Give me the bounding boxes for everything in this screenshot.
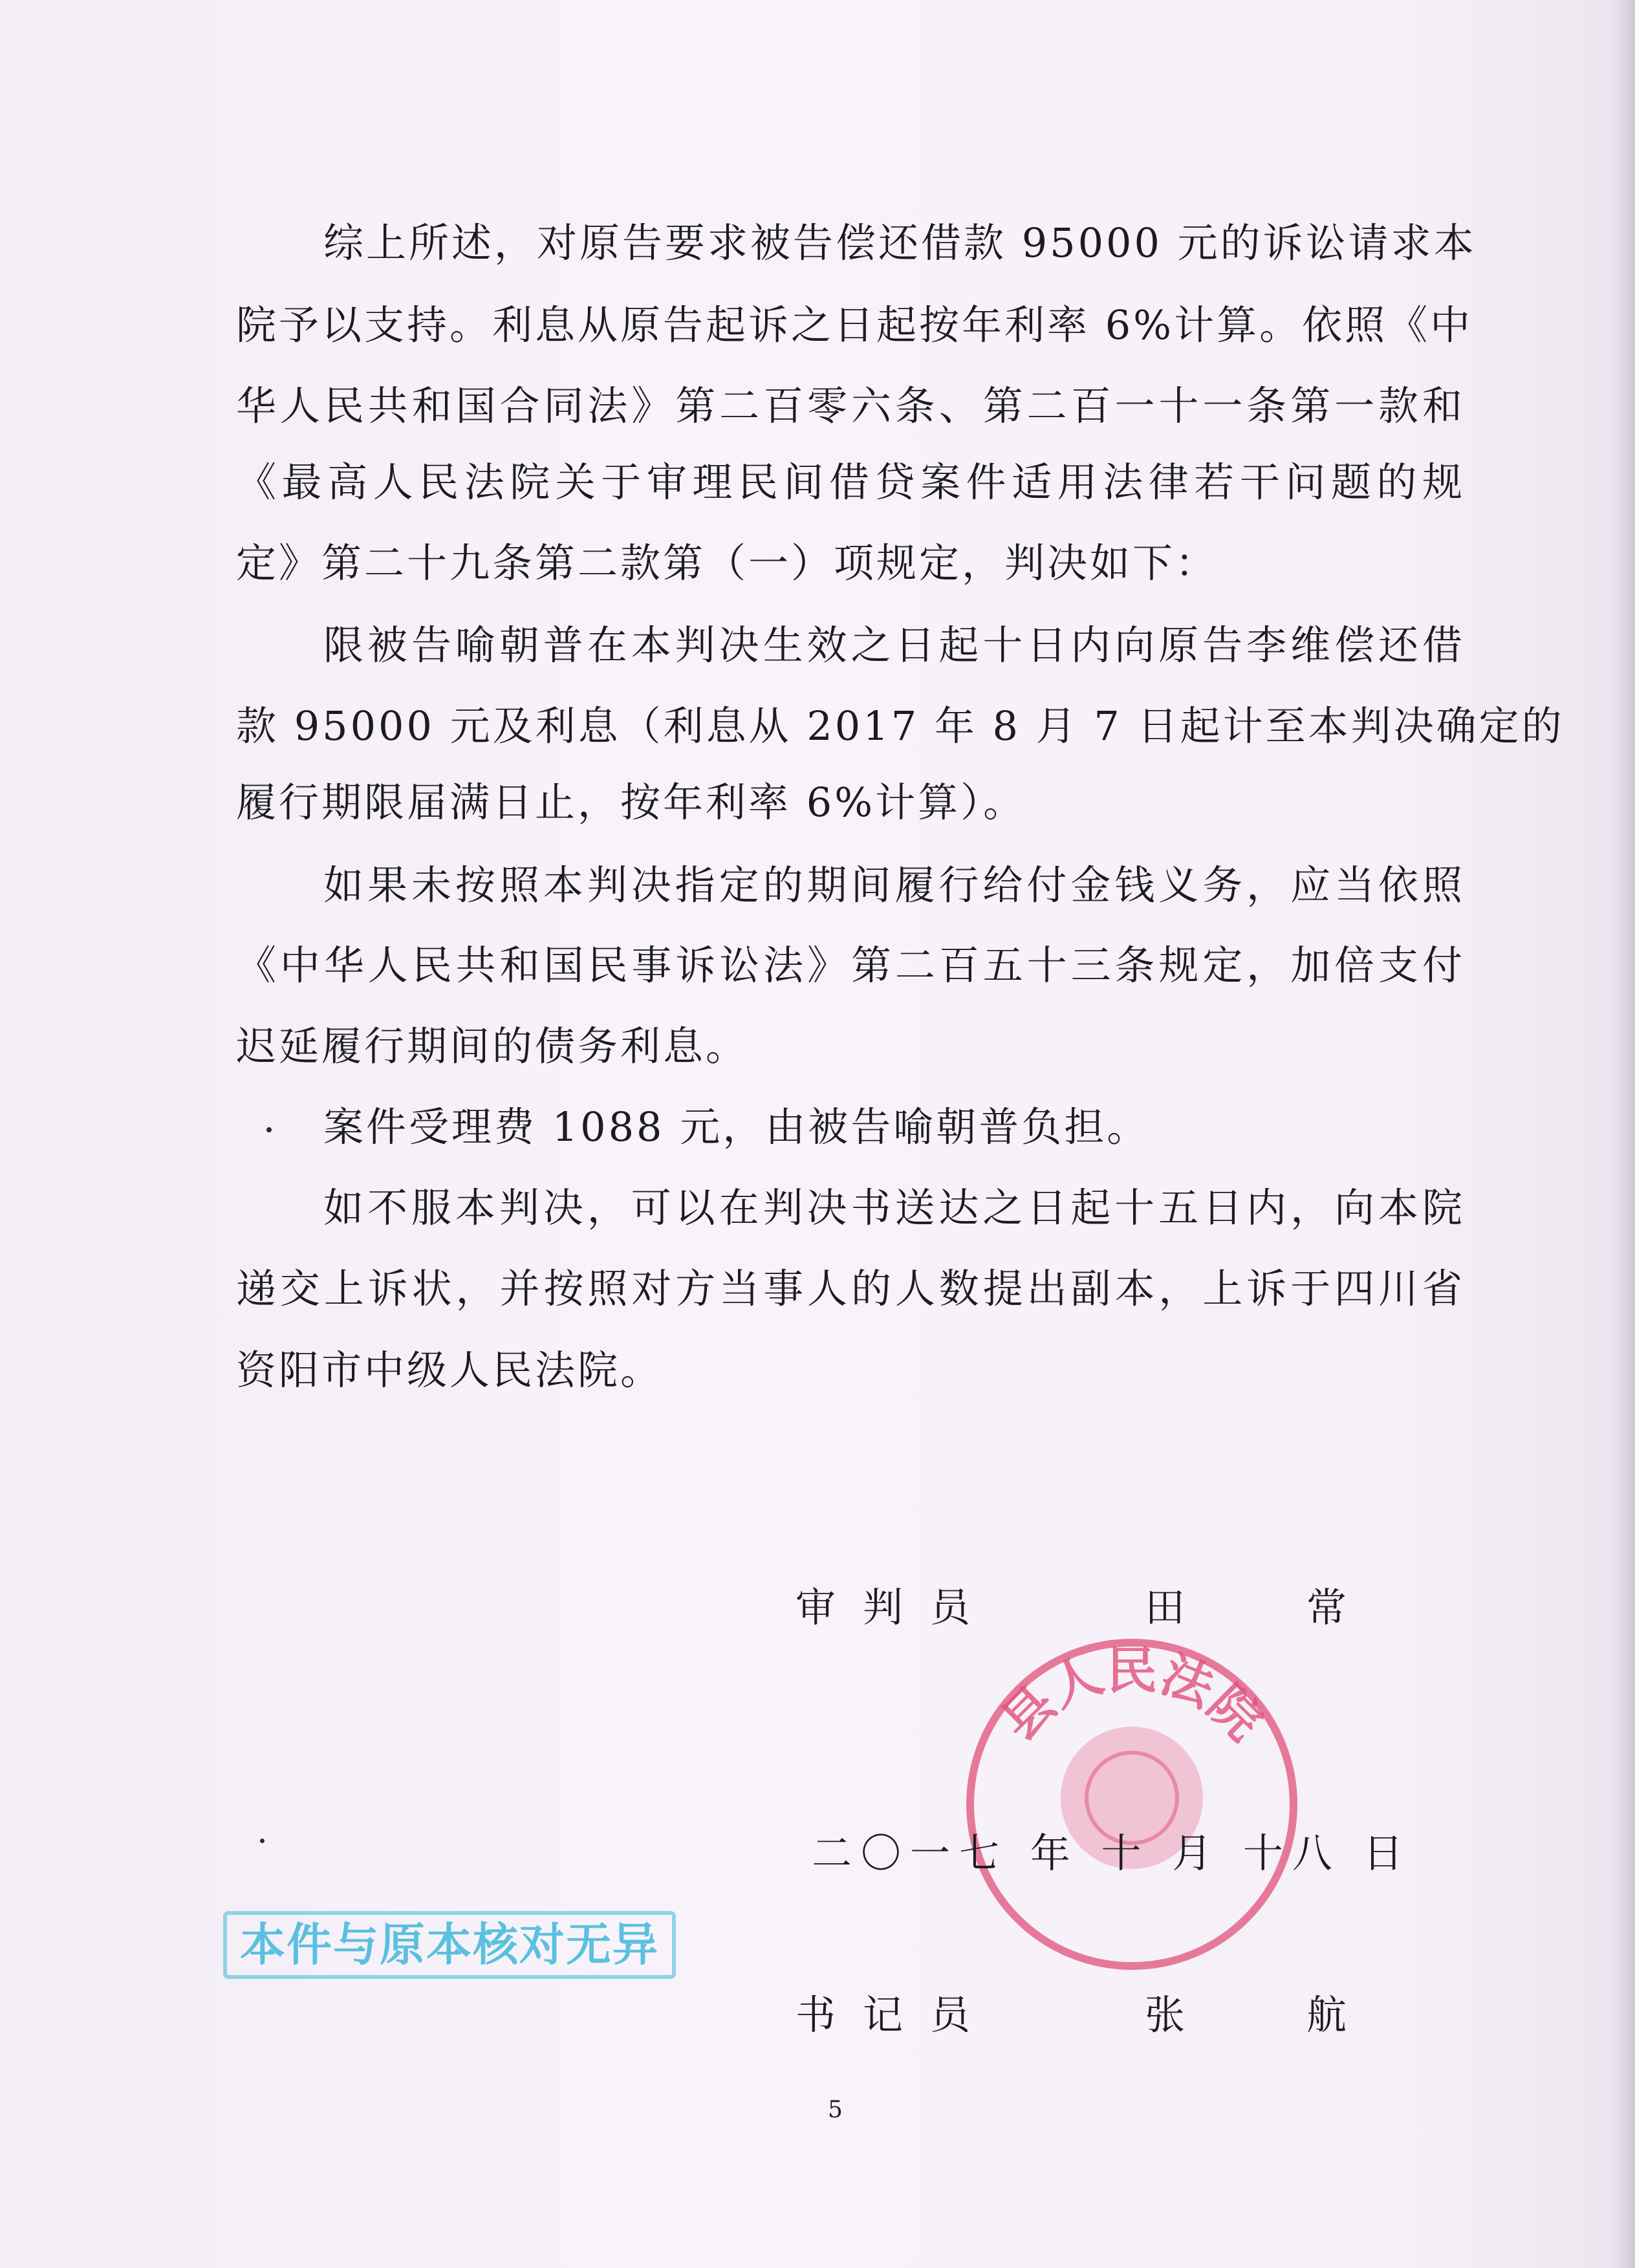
paragraph-line: 限被告喻朝普在本判决生效之日起十日内向原告李维偿还借 (323, 621, 1465, 669)
clerk-name-first: 张 (1145, 1991, 1186, 2038)
judge-signature-row (796, 1584, 1378, 1631)
stray-dot (266, 1127, 272, 1132)
page-number: 5 (828, 2097, 843, 2123)
paragraph-line: 案件受理费 1088 元，由被告喻朝普负担。 (323, 1103, 1150, 1150)
paragraph-line: 履行期限届满日止，按年利率 6%计算）。 (236, 779, 1026, 826)
paragraph-line: 资阳市中级人民法院。 (236, 1346, 664, 1394)
clerk-name-second: 航 (1306, 1991, 1347, 2038)
judge-name-second: 常 (1306, 1584, 1347, 1631)
paragraph-line: 《中华人民共和国民事诉讼法》第二百五十三条规定，加倍支付 (236, 942, 1465, 989)
clerk-label: 书记员 (796, 1991, 998, 2038)
paragraph-line: 如果未按照本判决指定的期间履行给付金钱义务，应当依照 (323, 861, 1465, 909)
paragraph-line: 递交上诉状，并按照对方当事人的人数提出副本，上诉于四川省 (236, 1265, 1465, 1312)
paragraph-line: 《最高人民法院关于审理民间借贷案件适用法律若干问题的规 (236, 459, 1465, 506)
judge-name-first: 田 (1145, 1584, 1186, 1631)
date-row: 二〇一七 年 十 月 十八 日 (812, 1830, 1413, 1877)
paragraph-line: 迟延履行期间的债务利息。 (236, 1022, 749, 1070)
paragraph-line: 综上所述，对原告要求被告偿还借款 95000 元的诉讼请求本 (323, 219, 1477, 266)
clerk-signature-row (796, 1991, 1378, 2038)
paragraph-line: 华人民共和国合同法》第二百零六条、第二百一十一条第一款和 (236, 382, 1465, 429)
stray-dot (260, 1839, 265, 1843)
page-edge-shadow (1612, 0, 1635, 2268)
judge-label: 审判员 (796, 1584, 998, 1631)
paragraph-line: 院予以支持。利息从原告起诉之日起按年利率 6%计算。依照《中 (236, 301, 1473, 349)
paragraph-line: 款 95000 元及利息（利息从 2017 年 8 月 7 日起计至本判决确定的 (236, 702, 1565, 750)
paragraph-line: 定》第二十九条第二款第（一）项规定，判决如下： (236, 539, 1218, 587)
seal-text: 县人民法院 (990, 1641, 1274, 1752)
court-seal (951, 1623, 1313, 1985)
paragraph-line: 如不服本判决，可以在判决书送达之日起十五日内，向本院 (323, 1184, 1465, 1231)
copy-verified-stamp: 本件与原本核对无异 (223, 1911, 676, 1979)
